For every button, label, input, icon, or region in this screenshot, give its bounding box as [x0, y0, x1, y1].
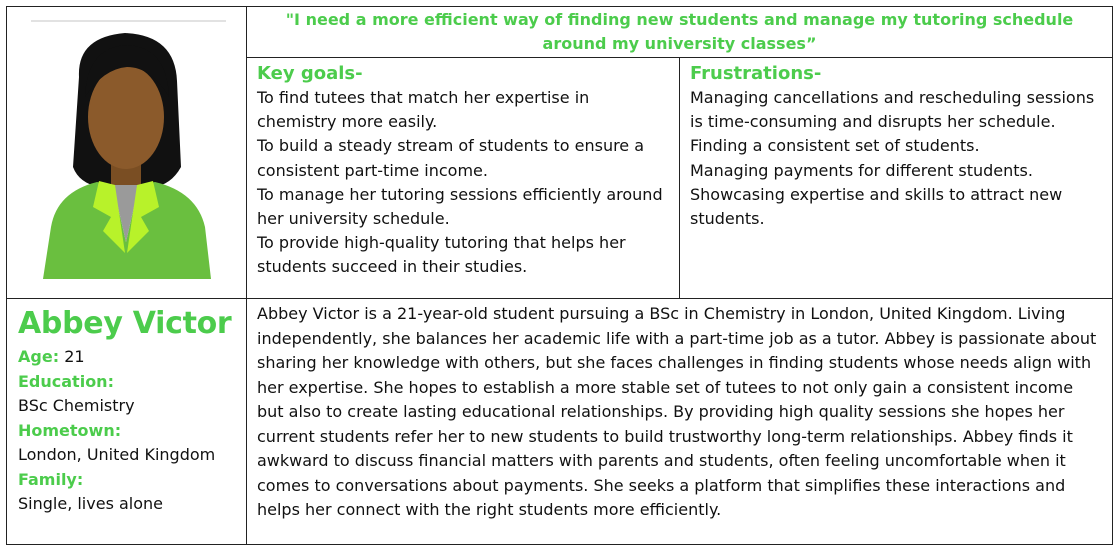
key-goal-item: To find tutees that match her expertise in chemistry more easily.	[257, 88, 590, 132]
key-goal-item: To provide high-quality tutoring that helps her students succeed in their studies.	[257, 233, 626, 277]
profile-info-cell	[6, 298, 247, 545]
key-goals-cell	[246, 57, 680, 299]
hometown-value: London, United Kingdom	[18, 445, 216, 464]
frustration-item: Finding a consistent set of students.	[690, 136, 980, 156]
avatar-cell	[6, 6, 247, 299]
frustration-item: Managing payments for different students.	[690, 160, 1033, 180]
age-value: 21	[64, 347, 85, 366]
education-label: Education:	[18, 371, 114, 391]
frustration-item: Managing cancellations and rescheduling sessions is time-consuming and disrupts her schedule.	[690, 88, 1095, 132]
quote-cell	[246, 6, 1113, 58]
family-label: Family:	[18, 469, 84, 489]
age-line	[18, 345, 235, 370]
persona-name: Abbey Victor	[18, 306, 232, 341]
family-value: Single, lives alone	[18, 494, 164, 513]
education-value: BSc Chemistry	[18, 396, 135, 415]
hometown-label: Hometown:	[18, 420, 122, 440]
woman-avatar-icon	[21, 17, 233, 289]
persona-bio: Abbey Victor is a 21-year-old student pursuing a BSc in Chemistry in London, United Kingdom. Living independently, she balances her academic life with a part-time job as a tutor. Abbey is passionate about sharing her knowledge with others, but she faces challenges in finding students whose needs align with her expertise. She hopes to establish a more stable set of tutees to not only gain a consistent income but also to create lasting educational relationships. By providing high quality sessions she hopes her current students refer her to new students to build trustworthy long-term relationships. Abbey finds it awkward to discuss financial matters with parents and students, often feeling uncomfortable when it comes to conversations about payments. She seeks a platform that simplifies these interactions and helps her connect with the right students more efficiently.	[257, 304, 1097, 519]
persona-quote: "I need a more efficient way of finding new students and manage my tutoring schedule around my university classes”	[285, 10, 1074, 53]
age-label: Age:	[18, 347, 60, 366]
key-goal-item: To build a steady stream of students to ensure a consistent part-time income.	[257, 136, 645, 180]
frustrations-cell	[679, 57, 1113, 299]
key-goal-item: To manage her tutoring sessions efficiently around her university schedule.	[257, 184, 663, 229]
frustration-item: Showcasing expertise and skills to attract new students.	[690, 184, 1063, 229]
bio-cell	[246, 298, 1113, 545]
key-goals-title: Key goals-	[257, 63, 363, 84]
frustrations-title: Frustrations-	[690, 63, 822, 84]
